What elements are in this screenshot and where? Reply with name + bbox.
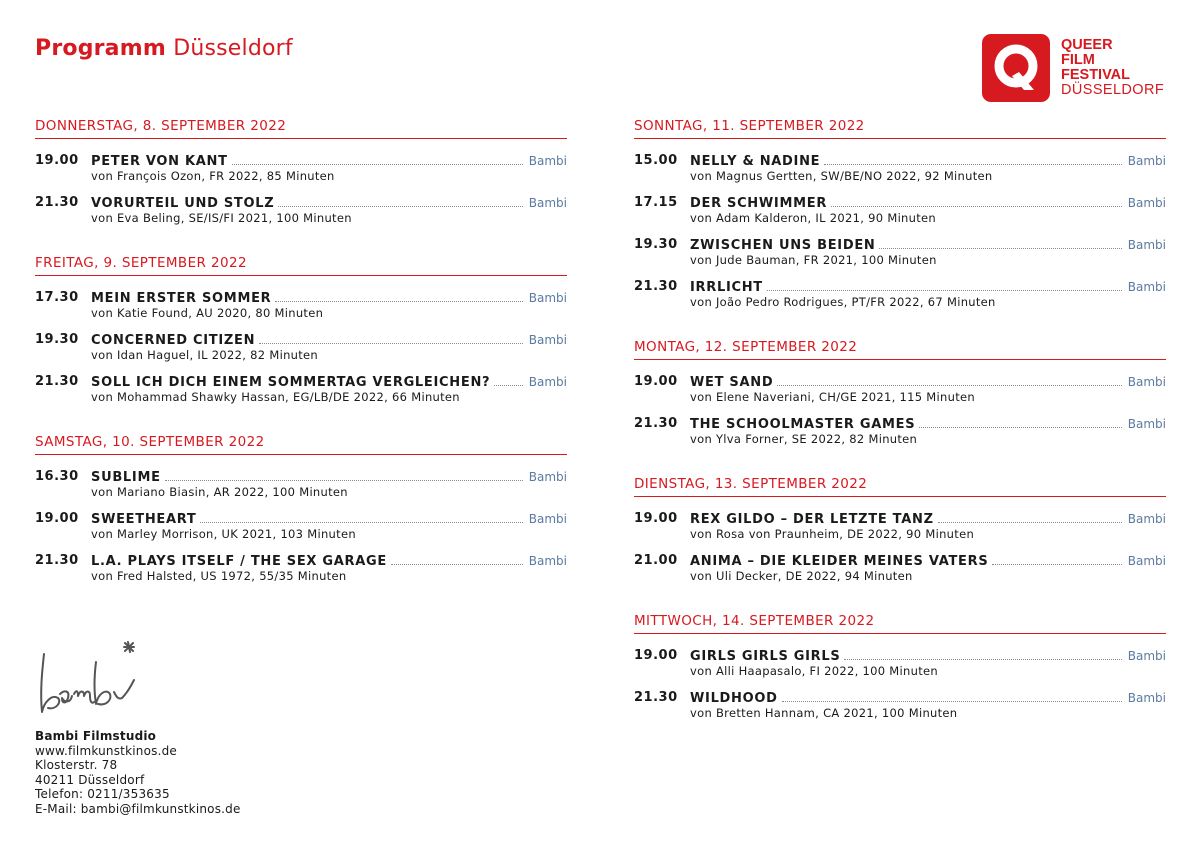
screening-row: [634, 195, 1166, 237]
dotted-leader: [824, 164, 1122, 165]
day-section: [634, 118, 1166, 321]
screening-time: 19.30: [634, 237, 678, 252]
screening-row: [35, 374, 567, 416]
screening-title-line: [91, 553, 567, 569]
cinema-website[interactable]: www.filmkunstkinos.de: [35, 743, 177, 758]
film-title: MEIN ERSTER SOMMER: [91, 291, 272, 306]
program-column-left: [35, 118, 567, 613]
logo-line-queer: QUEER: [1061, 37, 1113, 53]
screening-time: 19.00: [35, 153, 79, 168]
page-title-city: Düsseldorf: [173, 36, 293, 61]
day-heading: SONNTAG, 11. SEPTEMBER 2022: [634, 118, 1166, 139]
screening-time: 21.00: [634, 553, 678, 568]
screening-title-line: [690, 648, 1166, 664]
cinema-city: 40211 Düsseldorf: [35, 772, 145, 787]
venue-label: Bambi: [528, 291, 567, 305]
film-credits: von Mohammad Shawky Hassan, EG/LB/DE 2022, 66 Minuten: [91, 390, 460, 404]
logo-line-film: FILM: [1061, 52, 1095, 68]
day-section: [35, 118, 567, 237]
bambi-signature-logo: [30, 632, 140, 722]
screening-title-line: [91, 290, 567, 306]
film-title: WET SAND: [690, 375, 774, 390]
screening-time: 16.30: [35, 469, 79, 484]
film-credits: von Adam Kalderon, IL 2021, 90 Minuten: [690, 211, 937, 225]
screening-time: 21.30: [634, 279, 678, 294]
film-credits: von Eva Beling, SE/IS/FI 2021, 100 Minuten: [91, 211, 352, 225]
cinema-email[interactable]: E-Mail: bambi@filmkunstkinos.de: [35, 801, 241, 816]
film-credits: von Katie Found, AU 2020, 80 Minuten: [91, 306, 324, 320]
venue-label: Bambi: [528, 154, 567, 168]
film-credits: von Mariano Biasin, AR 2022, 100 Minuten: [91, 485, 348, 499]
venue-label: Bambi: [1127, 375, 1166, 389]
screening-row: [35, 290, 567, 332]
venue-label: Bambi: [1127, 417, 1166, 431]
screening-title-line: [690, 416, 1166, 432]
day-heading: DIENSTAG, 13. SEPTEMBER 2022: [634, 476, 1166, 497]
film-title: CONCERNED CITIZEN: [91, 333, 256, 348]
day-section: [634, 476, 1166, 595]
venue-label: Bambi: [1127, 154, 1166, 168]
screening-title-line: [690, 195, 1166, 211]
day-section: [35, 434, 567, 595]
day-heading: SAMSTAG, 10. SEPTEMBER 2022: [35, 434, 567, 455]
film-title: REX GILDO – DER LETZTE TANZ: [690, 512, 934, 527]
day-section: [634, 613, 1166, 732]
page-title-bold: Programm: [35, 36, 166, 61]
screening-row: [35, 153, 567, 195]
dotted-leader: [278, 206, 522, 207]
dotted-leader: [879, 248, 1121, 249]
film-title: WILDHOOD: [690, 691, 778, 706]
screening-title-line: [91, 511, 567, 527]
screening-time: 21.30: [634, 416, 678, 431]
screening-time: 21.30: [35, 553, 79, 568]
dotted-leader: [391, 564, 523, 565]
film-credits: von Magnus Gertten, SW/BE/NO 2022, 92 Minuten: [690, 169, 993, 183]
dotted-leader: [938, 522, 1122, 523]
screening-title-line: [690, 237, 1166, 253]
film-title: DER SCHWIMMER: [690, 196, 828, 211]
venue-label: Bambi: [528, 375, 567, 389]
festival-logo: [982, 34, 1172, 102]
screening-title-line: [91, 195, 567, 211]
logo-line-city: DÜSSELDORF: [1061, 82, 1165, 98]
screening-time: 21.30: [634, 690, 678, 705]
film-credits: von Alli Haapasalo, FI 2022, 100 Minuten: [690, 664, 938, 678]
film-title: IRRLICHT: [690, 280, 763, 295]
festival-logo-text: [1061, 38, 1164, 98]
day-heading: MITTWOCH, 14. SEPTEMBER 2022: [634, 613, 1166, 634]
logo-line-festival: FESTIVAL: [1061, 67, 1131, 83]
film-title: ANIMA – DIE KLEIDER MEINES VATERS: [690, 554, 989, 569]
screening-time: 19.00: [634, 511, 678, 526]
screening-row: [634, 153, 1166, 195]
day-heading: DONNERSTAG, 8. SEPTEMBER 2022: [35, 118, 567, 139]
film-title: SUBLIME: [91, 470, 161, 485]
venue-label: Bambi: [1127, 691, 1166, 705]
venue-label: Bambi: [528, 512, 567, 526]
screening-time: 21.30: [35, 374, 79, 389]
cinema-address: [35, 729, 241, 816]
film-credits: von Marley Morrison, UK 2021, 103 Minuten: [91, 527, 356, 541]
screening-time: 19.00: [35, 511, 79, 526]
venue-label: Bambi: [1127, 280, 1166, 294]
film-credits: von Idan Haguel, IL 2022, 82 Minuten: [91, 348, 319, 362]
dotted-leader: [992, 564, 1121, 565]
screening-row: [634, 553, 1166, 595]
screening-row: [634, 648, 1166, 690]
screening-row: [634, 279, 1166, 321]
screening-time: 17.30: [35, 290, 79, 305]
venue-label: Bambi: [528, 470, 567, 484]
dotted-leader: [275, 301, 522, 302]
screening-time: 21.30: [35, 195, 79, 210]
dotted-leader: [259, 343, 523, 344]
screening-title-line: [690, 279, 1166, 295]
film-credits: von Fred Halsted, US 1972, 55/35 Minuten: [91, 569, 347, 583]
day-section: [634, 339, 1166, 458]
film-title: L.A. PLAYS ITSELF / THE SEX GARAGE: [91, 554, 387, 569]
film-title: SOLL ICH DICH EINEM SOMMERTAG VERGLEICHEN?: [91, 375, 491, 390]
screening-time: 19.30: [35, 332, 79, 347]
screening-title-line: [91, 469, 567, 485]
screening-row: [35, 469, 567, 511]
dotted-leader: [919, 427, 1121, 428]
venue-label: Bambi: [1127, 512, 1166, 526]
dotted-leader: [494, 385, 523, 386]
screening-row: [35, 553, 567, 595]
dotted-leader: [232, 164, 523, 165]
screening-row: [634, 416, 1166, 458]
venue-label: Bambi: [528, 554, 567, 568]
screening-title-line: [690, 511, 1166, 527]
dotted-leader: [844, 659, 1121, 660]
screening-title-line: [91, 153, 567, 169]
screening-time: 19.00: [634, 374, 678, 389]
venue-label: Bambi: [1127, 196, 1166, 210]
screening-title-line: [91, 332, 567, 348]
film-title: NELLY & NADINE: [690, 154, 821, 169]
film-credits: von Elene Naveriani, CH/GE 2021, 115 Minuten: [690, 390, 975, 404]
film-credits: von Uli Decker, DE 2022, 94 Minuten: [690, 569, 913, 583]
dotted-leader: [777, 385, 1121, 386]
film-credits: von Jude Bauman, FR 2021, 100 Minuten: [690, 253, 937, 267]
page-title: [35, 36, 293, 61]
dotted-leader: [782, 701, 1122, 702]
day-heading: FREITAG, 9. SEPTEMBER 2022: [35, 255, 567, 276]
screening-row: [35, 511, 567, 553]
venue-label: Bambi: [528, 333, 567, 347]
film-credits: von Ylva Forner, SE 2022, 82 Minuten: [690, 432, 918, 446]
dotted-leader: [831, 206, 1122, 207]
film-title: GIRLS GIRLS GIRLS: [690, 649, 841, 664]
screening-time: 15.00: [634, 153, 678, 168]
dotted-leader: [165, 480, 523, 481]
screening-time: 19.00: [634, 648, 678, 663]
film-credits: von François Ozon, FR 2022, 85 Minuten: [91, 169, 335, 183]
day-section: [35, 255, 567, 416]
film-title: THE SCHOOLMASTER GAMES: [690, 417, 916, 432]
q-logo-icon: [982, 34, 1050, 102]
screening-title-line: [690, 690, 1166, 706]
screening-title-line: [690, 553, 1166, 569]
venue-label: Bambi: [1127, 554, 1166, 568]
screening-row: [634, 690, 1166, 732]
film-title: SWEETHEART: [91, 512, 197, 527]
screening-row: [634, 237, 1166, 279]
screening-row: [634, 374, 1166, 416]
screening-row: [634, 511, 1166, 553]
screening-row: [35, 332, 567, 374]
venue-label: Bambi: [1127, 649, 1166, 663]
film-credits: von João Pedro Rodrigues, PT/FR 2022, 67 Minuten: [690, 295, 996, 309]
program-column-right: [634, 118, 1166, 750]
film-title: VORURTEIL UND STOLZ: [91, 196, 275, 211]
dotted-leader: [200, 522, 522, 523]
film-title: ZWISCHEN UNS BEIDEN: [690, 238, 876, 253]
screening-title-line: [690, 374, 1166, 390]
film-credits: von Rosa von Praunheim, DE 2022, 90 Minuten: [690, 527, 975, 541]
film-credits: von Bretten Hannam, CA 2021, 100 Minuten: [690, 706, 958, 720]
day-heading: MONTAG, 12. SEPTEMBER 2022: [634, 339, 1166, 360]
cinema-phone: Telefon: 0211/353635: [35, 787, 170, 801]
screening-time: 17.15: [634, 195, 678, 210]
cinema-street: Klosterstr. 78: [35, 758, 118, 772]
venue-label: Bambi: [1127, 238, 1166, 252]
dotted-leader: [767, 290, 1122, 291]
cinema-name: Bambi Filmstudio: [35, 729, 157, 743]
film-title: PETER VON KANT: [91, 154, 228, 169]
venue-label: Bambi: [528, 196, 567, 210]
screening-title-line: [690, 153, 1166, 169]
screening-row: [35, 195, 567, 237]
screening-title-line: [91, 374, 567, 390]
